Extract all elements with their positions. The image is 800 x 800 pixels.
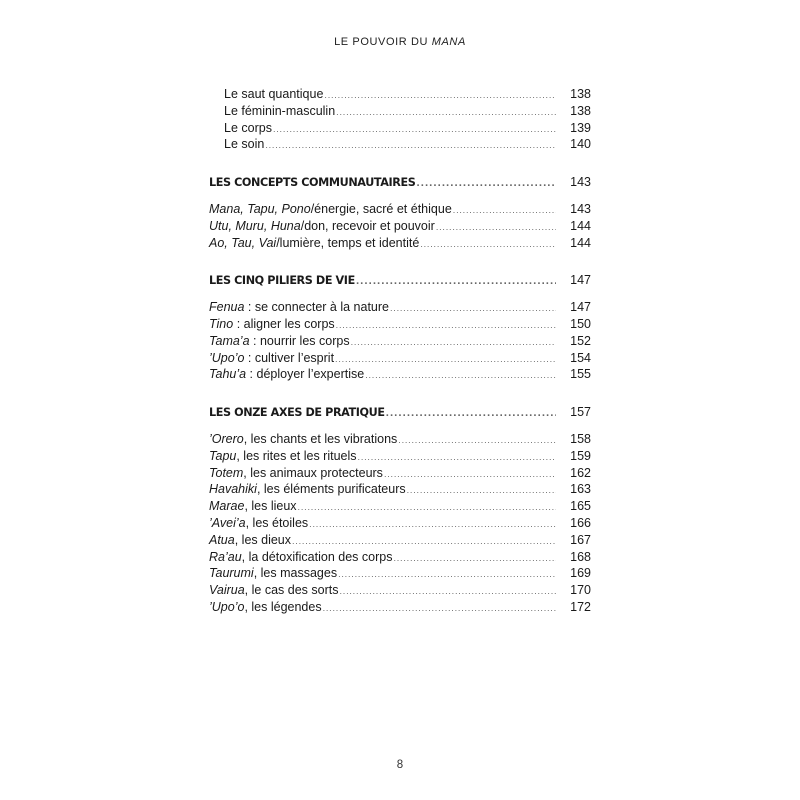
toc-entry-rest: /lumière, temps et identité (276, 235, 420, 250)
toc-entry-label: Le saut quantique (224, 87, 324, 101)
toc-entry-rest: , les chants et les vibrations (243, 431, 398, 446)
running-head-text: LE POUVOIR DU (334, 36, 432, 48)
toc-entry-page: 144 (570, 218, 591, 233)
toc-entry-label (209, 481, 406, 498)
toc-entry-italic-term: ’Upo’o (209, 599, 245, 614)
toc-entry-label (209, 582, 338, 599)
toc-entry-rest: : cultiver l’esprit (244, 350, 335, 365)
toc-section-heading (209, 174, 591, 191)
toc-entry-page: 144 (570, 235, 591, 250)
toc-entry (209, 515, 591, 532)
toc-entry (209, 136, 591, 153)
toc-entry (209, 448, 591, 465)
dot-leader (309, 516, 556, 533)
toc-entry-rest: , les dieux (234, 532, 291, 547)
toc-entry-italic-term: Tahu’a (209, 367, 247, 382)
toc-entry (209, 599, 591, 616)
running-head (0, 36, 800, 48)
toc-entry-label (209, 316, 335, 333)
toc-entry-page: 165 (570, 499, 591, 514)
toc-entry (209, 582, 591, 599)
toc-entry-rest: , les éléments purificateurs (256, 482, 406, 497)
dot-leader (292, 533, 556, 550)
dot-leader (453, 202, 556, 219)
toc-entry-label (209, 235, 419, 252)
toc-entry-italic-term: ’Upo’o (209, 350, 245, 365)
toc-entry (209, 549, 591, 566)
toc-entry-rest: : déployer l’expertise (246, 367, 365, 382)
toc-entry (209, 120, 591, 137)
section-spacer (209, 153, 591, 174)
toc-entry-italic-term: Tama’a (209, 333, 250, 348)
toc-entry-rest: , les rites et les rituels (236, 448, 357, 463)
toc-entry-label (209, 448, 357, 465)
toc-entry-rest: /don, recevoir et pouvoir (300, 218, 435, 233)
toc-entry-page: 159 (570, 448, 591, 463)
toc-entry-page: 172 (570, 599, 591, 614)
toc-entry-page: 140 (570, 137, 591, 152)
toc-entry-italic-term: Totem (209, 465, 244, 480)
toc-entry-label (209, 532, 291, 549)
dot-leader (365, 367, 556, 384)
toc-entry-rest: : se connecter à la nature (244, 300, 389, 315)
page-number: 8 (396, 759, 404, 771)
toc-entry (209, 366, 591, 383)
toc-entry-page: 152 (570, 333, 591, 348)
dot-leader (336, 104, 556, 121)
toc-entry-italic-term: Utu, Muru, Huna (209, 218, 301, 233)
toc-entry-label: Le féminin-masculin (224, 103, 336, 118)
toc-entry-italic-term: Taurumi (209, 566, 254, 581)
section-heading-label: LES ONZE AXES DE PRATIQUE (209, 406, 385, 420)
section-spacer (209, 251, 591, 272)
toc-entry-page: 147 (570, 300, 591, 315)
toc-entry-rest: , les animaux protecteurs (243, 465, 383, 480)
toc-entry-label (209, 465, 383, 482)
toc-entry (209, 465, 591, 482)
toc-entry-rest: /énergie, sacré et éthique (310, 201, 452, 216)
dot-leader (436, 219, 556, 236)
toc-entry-label (209, 431, 397, 448)
toc-entry-italic-term: Vairua (209, 583, 245, 598)
toc-entry-label (209, 201, 452, 218)
toc-entry (209, 316, 591, 333)
dot-leader (420, 236, 556, 253)
dot-leader (390, 300, 556, 317)
toc-entry-label: Le corps (224, 120, 272, 135)
dot-leader (323, 600, 556, 617)
toc-entry-italic-term: Tapu (209, 448, 237, 463)
toc-entry-page: 162 (570, 465, 591, 480)
dot-leader (335, 351, 556, 368)
toc-entry-page: 158 (570, 431, 591, 446)
toc-entry-label (209, 498, 297, 515)
toc-entry-italic-term: Ao, Tau, Vai (209, 235, 277, 250)
toc-entry-page: 166 (570, 515, 591, 530)
dot-leader (416, 176, 556, 193)
section-spacer (209, 383, 591, 404)
section-heading-label: LES CINQ PILIERS DE VIE (209, 274, 355, 288)
toc-entry (209, 350, 591, 367)
dot-leader (273, 121, 556, 138)
toc-entry-italic-term: Fenua (209, 300, 245, 315)
toc-section-heading (209, 404, 591, 421)
toc-entry-page: 143 (570, 201, 591, 216)
toc-entry-page: 168 (570, 549, 591, 564)
section-heading-page: 147 (570, 273, 591, 288)
toc-entry-label (209, 218, 435, 235)
toc-entry-italic-term: Havahiki (209, 482, 257, 497)
dot-leader (393, 550, 556, 567)
toc-entry-page: 170 (570, 583, 591, 598)
toc-entry (209, 201, 591, 218)
dot-leader (386, 406, 556, 423)
toc-entry-page: 138 (570, 103, 591, 118)
section-heading-label: LES CONCEPTS COMMUNAUTAIRES (209, 176, 416, 190)
toc-entry-page: 138 (570, 87, 591, 101)
toc-entry (209, 431, 591, 448)
toc-entry-rest: , les massages (253, 566, 338, 581)
dot-leader (356, 274, 556, 291)
toc-entry (209, 333, 591, 350)
toc-entry-italic-term: Tino (209, 316, 234, 331)
toc-entry-page: 169 (570, 566, 591, 581)
toc-entry-label (209, 366, 364, 383)
toc-entry-italic-term: ’Avei’a (209, 515, 246, 530)
section-heading-page: 143 (570, 175, 591, 190)
toc-entry (209, 86, 591, 103)
dot-leader (407, 482, 556, 499)
toc-entry-label (209, 515, 308, 532)
toc-entry-rest: : nourrir les corps (249, 333, 350, 348)
running-head-emphasis: MANA (431, 36, 466, 48)
toc-entry-rest: , le cas des sorts (244, 583, 339, 598)
toc-entry-italic-term: ’Orero (209, 431, 244, 446)
dot-leader (336, 317, 556, 334)
toc-entry-label (209, 549, 392, 566)
dot-leader (338, 566, 556, 583)
toc-entry (209, 218, 591, 235)
dot-leader (351, 334, 556, 351)
toc-entry-italic-term: Atua (209, 532, 235, 547)
dot-leader (324, 87, 556, 104)
dot-leader (265, 137, 556, 154)
dot-leader (298, 499, 556, 516)
toc-entry (209, 481, 591, 498)
toc-entry-rest: , la détoxification des corps (241, 549, 393, 564)
toc-entry-page: 154 (570, 350, 591, 365)
toc-entry-rest: , les légendes (244, 599, 322, 614)
toc-entry (209, 532, 591, 549)
toc-entry-label (209, 299, 389, 316)
toc-entry (209, 299, 591, 316)
toc-entry-page: 150 (570, 316, 591, 331)
toc-section-heading (209, 272, 591, 289)
toc-entry-label (209, 565, 337, 582)
toc-entry-page: 155 (570, 367, 591, 382)
toc-entry-label (209, 333, 350, 350)
toc-entry-italic-term: Ra’au (209, 549, 242, 564)
dot-leader (358, 449, 556, 466)
toc-entry-rest: , les étoiles (245, 515, 309, 530)
toc-entry-italic-term: Mana, Tapu, Pono (209, 201, 311, 216)
section-heading-page: 157 (570, 405, 591, 420)
table-of-contents (209, 86, 591, 616)
toc-entry-page: 139 (570, 120, 591, 135)
toc-entry-page: 167 (570, 532, 591, 547)
toc-entry-page: 163 (570, 482, 591, 497)
dot-leader (384, 466, 556, 483)
toc-entry-italic-term: Marae (209, 499, 245, 514)
toc-entry-rest: : aligner les corps (233, 316, 335, 331)
toc-entry (209, 235, 591, 252)
dot-leader (339, 583, 556, 600)
toc-entry-label: Le soin (224, 137, 265, 152)
dot-leader (398, 432, 556, 449)
toc-entry (209, 498, 591, 515)
toc-entry-label (209, 599, 322, 616)
toc-entry-label (209, 350, 334, 367)
toc-entry (209, 565, 591, 582)
toc-entry-rest: , les lieux (244, 499, 297, 514)
toc-entry (209, 103, 591, 120)
